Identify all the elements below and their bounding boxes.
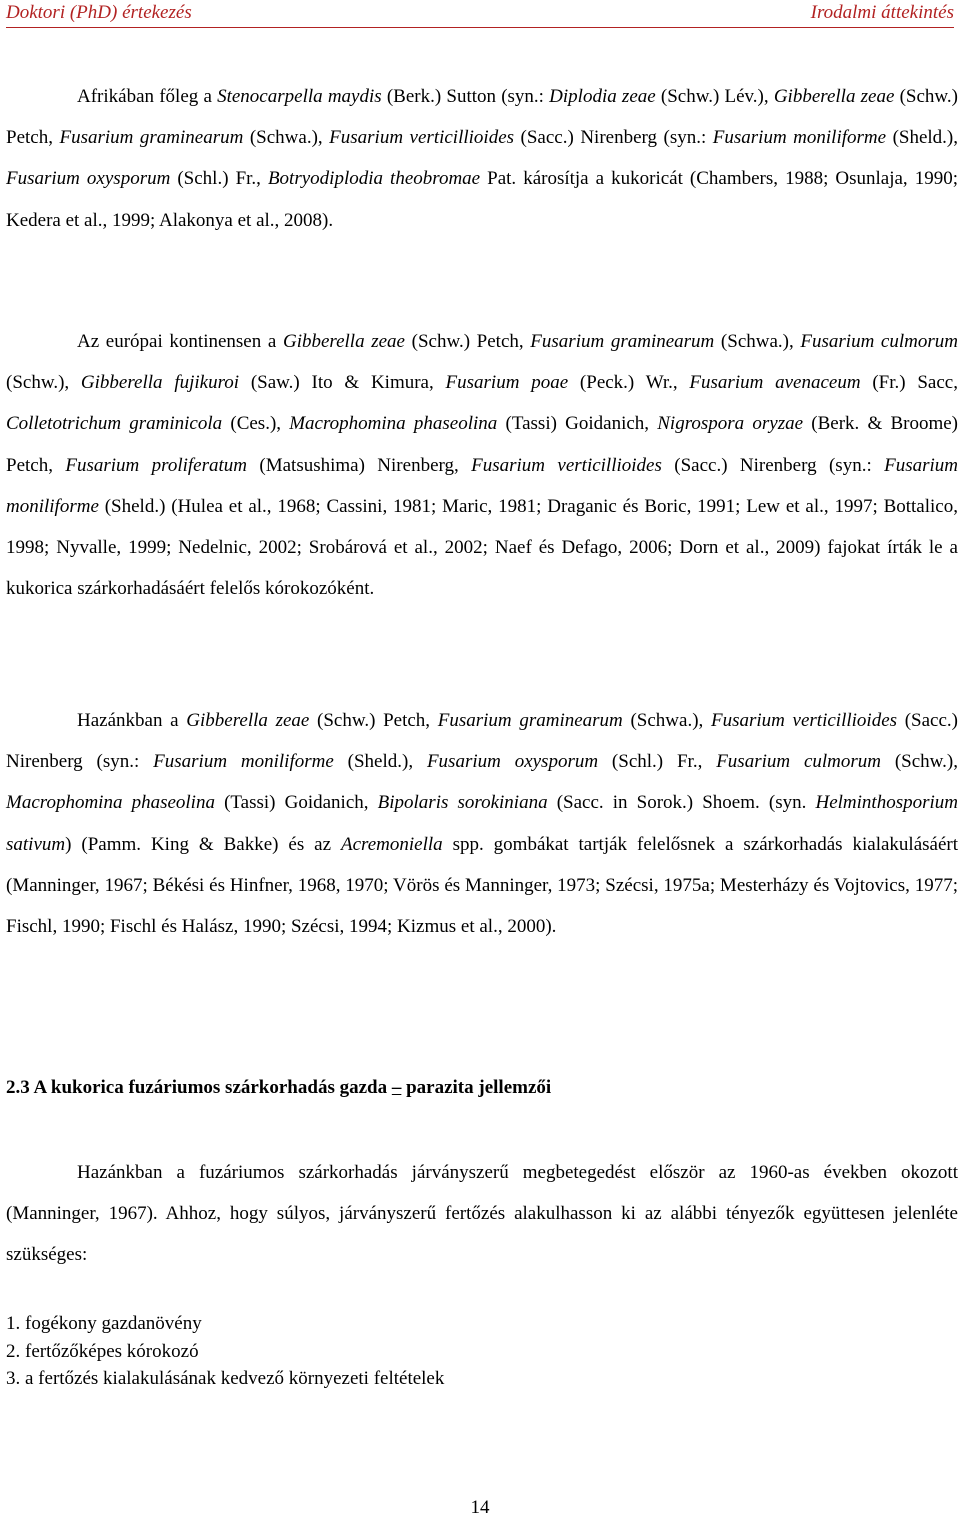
section-heading — [6, 1077, 551, 1099]
species-name: Fusarium oxysporum — [6, 168, 171, 190]
species-name: Fusarium oxysporum — [426, 751, 599, 773]
text-run: (Schl.) Fr., — [598, 751, 717, 773]
heading-dash: – — [391, 1077, 402, 1098]
text-run: Afrikában főleg a — [77, 86, 218, 107]
text-run: (Tassi) Goidanich, — [497, 413, 658, 435]
text-run: (Schw.), — [881, 751, 958, 773]
text-run: (Schw.), — [6, 372, 81, 394]
species-name: Fusarium culmorum — [800, 331, 958, 352]
list-item: 3. a fertőzés kialakulásának kedvező környezeti feltételek — [6, 1368, 445, 1389]
species-name: Gibberella zeae — [186, 710, 310, 731]
text-run: (Ces.), — [222, 413, 290, 435]
header-rule — [6, 27, 954, 28]
species-name: Gibberella fujikuroi — [80, 372, 240, 394]
text-run: (Schw.) Petch, — [309, 710, 438, 731]
species-name: Fusarium graminearum — [437, 710, 623, 731]
species-name: Botryodiplodia theobromae — [267, 168, 481, 190]
species-name: Fusarium moniliforme — [6, 454, 959, 517]
species-name: Gibberella zeae — [773, 86, 895, 107]
heading-after: parazita jellemzői — [401, 1077, 552, 1098]
species-name: Fusarium moniliforme — [712, 127, 887, 149]
species-name: Fusarium culmorum — [716, 751, 881, 773]
species-name: Fusarium poae — [445, 372, 569, 394]
species-name: Bipolaris sorokiniana — [377, 792, 548, 814]
text-run: (Sacc.) Nirenberg (syn.: — [6, 710, 958, 773]
text-run: (Sacc. in Sorok.) Shoem. (syn. — [547, 792, 816, 814]
species-name: Macrophomina phaseolina — [6, 792, 215, 814]
text-run: ) (Pamm. King & Bakke) és az — [65, 833, 341, 855]
text-run: (Berk.) Sutton (syn.: — [381, 86, 550, 107]
paragraph-hungary — [6, 700, 958, 947]
text-run: (Saw.) Ito & Kimura, — [239, 372, 446, 394]
paragraph-europe — [6, 321, 958, 609]
list-item: 2. fertőzőképes kórokozó — [6, 1340, 199, 1362]
text-run: (Schw.) Petch, — [405, 331, 531, 352]
species-name: Fusarium verticillioides — [329, 127, 515, 149]
paragraph-epidemic — [6, 1152, 958, 1276]
text-run: Hazánkban a fuzáriumos szárkorhadás járványszerű megbetegedést először az 1960-as években okozott (Manninger, 1967). Ahhoz, hogy súlyos, járványszerű fertőzés alakulhasson ki az alábbi tényezők együttesen jelenléte szükséges: — [6, 1162, 958, 1266]
species-name: Helminthosporium sativum — [6, 792, 958, 855]
text-run: (Berk. & Broome) Petch, — [6, 413, 959, 476]
page-header — [0, 0, 960, 28]
text-run: (Sheld.), — [886, 127, 959, 149]
species-name: Fusarium verticillioides — [710, 710, 898, 731]
species-name: Diplodia zeae — [549, 86, 656, 107]
header-right-title: Irodalmi áttekintés — [810, 2, 954, 23]
species-name: Fusarium graminearum — [530, 331, 715, 352]
text-run: Az európai kontinensen a — [77, 331, 283, 352]
species-name: Fusarium avenaceum — [689, 372, 861, 394]
text-run: (Schwa.), — [714, 331, 801, 352]
heading-before: 2.3 A kukorica fuzáriumos szárkorhadás gazda — [6, 1077, 392, 1098]
text-run: spp. gombákat tartják felelősnek a szárkorhadás kialakulásáért (Manninger, 1967; Békési és Hinfner, 1968, 1970; Vörös és Manninger, 1973; Szécsi, 1975a; Mesterházy és Vojtovics, 1977; Fischl, 1990; Fischl és Halász, 1990; Szécsi, 1994; Kizmus et al., 2000). — [6, 833, 958, 938]
text-run: (Schl.) Fr., — [170, 168, 268, 190]
species-name: Fusarium proliferatum — [65, 454, 247, 476]
factor-list — [6, 1310, 444, 1393]
list-item: 1. fogékony gazdanövény — [6, 1313, 202, 1334]
species-name: Colletotrichum graminicola — [6, 413, 223, 435]
text-run: (Peck.) Wr., — [568, 372, 690, 394]
text-run: (Schwa.), — [243, 127, 330, 149]
text-run: (Matsushima) Nirenberg, — [247, 454, 472, 476]
text-run: (Schwa.), — [622, 710, 711, 731]
species-name: Nigrospora oryzae — [657, 413, 804, 435]
text-run: (Sacc.) Nirenberg (syn.: — [514, 127, 713, 149]
text-run: (Fr.) Sacc, — [860, 372, 958, 394]
species-name: Gibberella zeae — [282, 331, 405, 352]
species-name: Fusarium moniliforme — [153, 751, 334, 773]
species-name: Macrophomina phaseolina — [289, 413, 498, 435]
paragraph-africa — [6, 76, 958, 241]
text-run: (Sheld.), — [333, 751, 427, 773]
text-run: (Sheld.) (Hulea et al., 1968; Cassini, 1981; Maric, 1981; Draganic és Boric, 1991; Lew et al., 1997; Bottalico, 1998; Nyvalle, 1999; Nedelnic, 2002; Srobárová et al., 2002; Naef és Defago, 2006; Dorn et al., 2009) fajokat írták le a kukorica szárkorhadásáért felelős kórokozóként. — [6, 495, 958, 600]
page-number: 14 — [470, 1497, 490, 1518]
text-run: Hazánkban a — [77, 710, 187, 731]
text-run: (Schw.) Lév.), — [655, 86, 774, 107]
header-left-title: Doktori (PhD) értekezés — [6, 2, 192, 23]
text-run: Pat. károsítja a kukoricát (Chambers, 1988; Osunlaja, 1990; Kedera et al., 1999; Alakonya et al., 2008). — [6, 168, 958, 231]
species-name: Stenocarpella maydis — [217, 86, 382, 107]
species-name: Acremoniella — [340, 833, 443, 855]
text-run: (Tassi) Goidanich, — [214, 792, 378, 814]
text-run: (Schw.) Petch, — [6, 86, 958, 149]
species-name: Fusarium graminearum — [59, 127, 244, 149]
species-name: Fusarium verticillioides — [471, 454, 662, 476]
text-run: (Sacc.) Nirenberg (syn.: — [661, 454, 885, 476]
